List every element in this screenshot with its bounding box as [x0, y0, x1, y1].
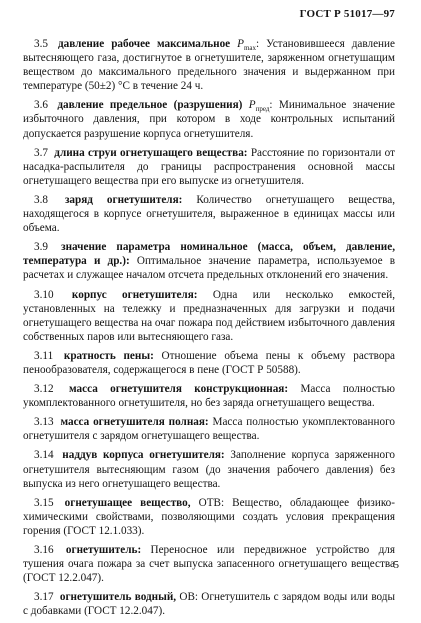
section-number: 3.6 [34, 99, 48, 112]
section-definition: Масса полностью укомплектованного огнетушителя с зарядом огнетушащего вещества. [23, 416, 395, 443]
section-definition: Переносное или передвижное устройство для тушения очага пожара за счет выпуска запасенного огнетушащего вещества (ГОСТ 12.2.047). [23, 544, 395, 585]
section-definition: : Минимальное значение избыточного давления, при котором в ходе контрольных испытаний допускается разрушение корпуса огнетушителя. [23, 99, 396, 140]
section-term: корпус огнетушителя: [71, 288, 198, 301]
section-3-14 [23, 448, 395, 490]
section-3-6 [23, 98, 395, 140]
section-term: кратность пены: [63, 349, 154, 362]
section-number: 3.15 [34, 496, 54, 509]
section-definition: : Установившееся давление вытесняющего газа, достигнутое в огнетушителе, заряженном огнетушащим веществом до максимального предельного значения и выдержанном при температуре (50±2) °С в течение 24 ч. [23, 38, 395, 93]
pressure-symbol-subscript: пред [255, 105, 270, 114]
section-number: 3.13 [34, 416, 54, 429]
section-number: 3.5 [34, 38, 48, 50]
section-term: заряд огнетушителя: [64, 193, 183, 206]
section-number: 3.9 [34, 241, 48, 254]
section-term: масса огнетушителя конструкционная: [68, 383, 289, 396]
section-term: давление предельное (разрушения) [57, 99, 243, 112]
section-definition: ОТВ: Вещество, обладающее физико-химическими свойствами, позволяющими создать условия прекращения горения (ГОСТ 12.1.033). [23, 496, 396, 537]
section-3-5 [23, 37, 395, 93]
pressure-symbol-subscript: max [243, 44, 257, 53]
section-term: огнетушитель: [65, 544, 142, 556]
section-number: 3.8 [34, 193, 48, 206]
document-body [23, 37, 395, 623]
section-number: 3.17 [34, 591, 54, 604]
section-3-13 [23, 415, 395, 443]
section-number: 3.12 [34, 383, 54, 396]
section-definition: Оптимальное значение параметра, используемое в расчетах и служащее началом отсчета предельных отклонений его значения. [23, 255, 396, 282]
section-3-10 [23, 288, 395, 344]
section-definition: Одна или несколько емкостей, установленных на тележку и предназначенных для загрузки и подачи огнетушащего вещества на очаг пожара под действием избыточного давления собственных паров или вытесняющего газа. [23, 288, 395, 343]
section-number: 3.11 [34, 349, 54, 362]
section-term: значение параметра номинальное (масса, объем, давление, температура и др.): [23, 241, 395, 268]
section-3-17 [23, 590, 395, 618]
section-definition: ОВ: Огнетушитель с зарядом воды или воды с добавками (ГОСТ 12.2.047). [23, 591, 396, 618]
pressure-symbol: P [248, 99, 256, 112]
section-3-9 [23, 240, 395, 282]
section-definition: Отношение объема пены к объему раствора пенообразователя, содержащегося в пене (ГОСТ Р 50588). [23, 349, 396, 376]
section-definition: Расстояние по горизонтали от насадка-распылителя до границы распространения основной массы огнетушащего вещества при его выпуске из огнетушителя. [23, 146, 396, 187]
section-definition: Количество огнетушащего вещества, находящегося в корпусе огнетушителя, выраженное в единицах массы или объема. [23, 193, 395, 235]
standard-header: ГОСТ Р 51017—97 [299, 8, 395, 20]
section-3-12 [23, 382, 395, 410]
section-3-11 [23, 349, 395, 377]
section-3-16 [23, 543, 395, 585]
section-term: огнетушащее вещество, [64, 496, 191, 509]
section-number: 3.16 [34, 544, 54, 556]
pressure-symbol: P [237, 38, 244, 50]
section-3-15 [23, 496, 395, 538]
section-definition: Масса полностью укомплектованного огнетушителя, но без заряда огнетушащего вещества. [23, 383, 396, 410]
section-term: длина струи огнетушащего вещества: [54, 146, 248, 159]
section-term: наддув корпуса огнетушителя: [62, 449, 225, 462]
page-number: 5 [393, 559, 399, 571]
section-number: 3.7 [34, 146, 48, 159]
section-term: масса огнетушителя полная: [60, 416, 209, 429]
section-3-8 [23, 193, 395, 235]
section-term: огнетушитель водный, [59, 591, 177, 604]
section-number: 3.14 [34, 449, 54, 462]
section-number: 3.10 [34, 288, 54, 301]
section-definition: Заполнение корпуса заряженного огнетушителя вытесняющим газом (до значения рабочего давления) без выпуска из него огнетушащего вещества. [23, 449, 395, 490]
section-3-7 [23, 146, 395, 188]
section-term: давление рабочее максимальное [57, 38, 231, 50]
